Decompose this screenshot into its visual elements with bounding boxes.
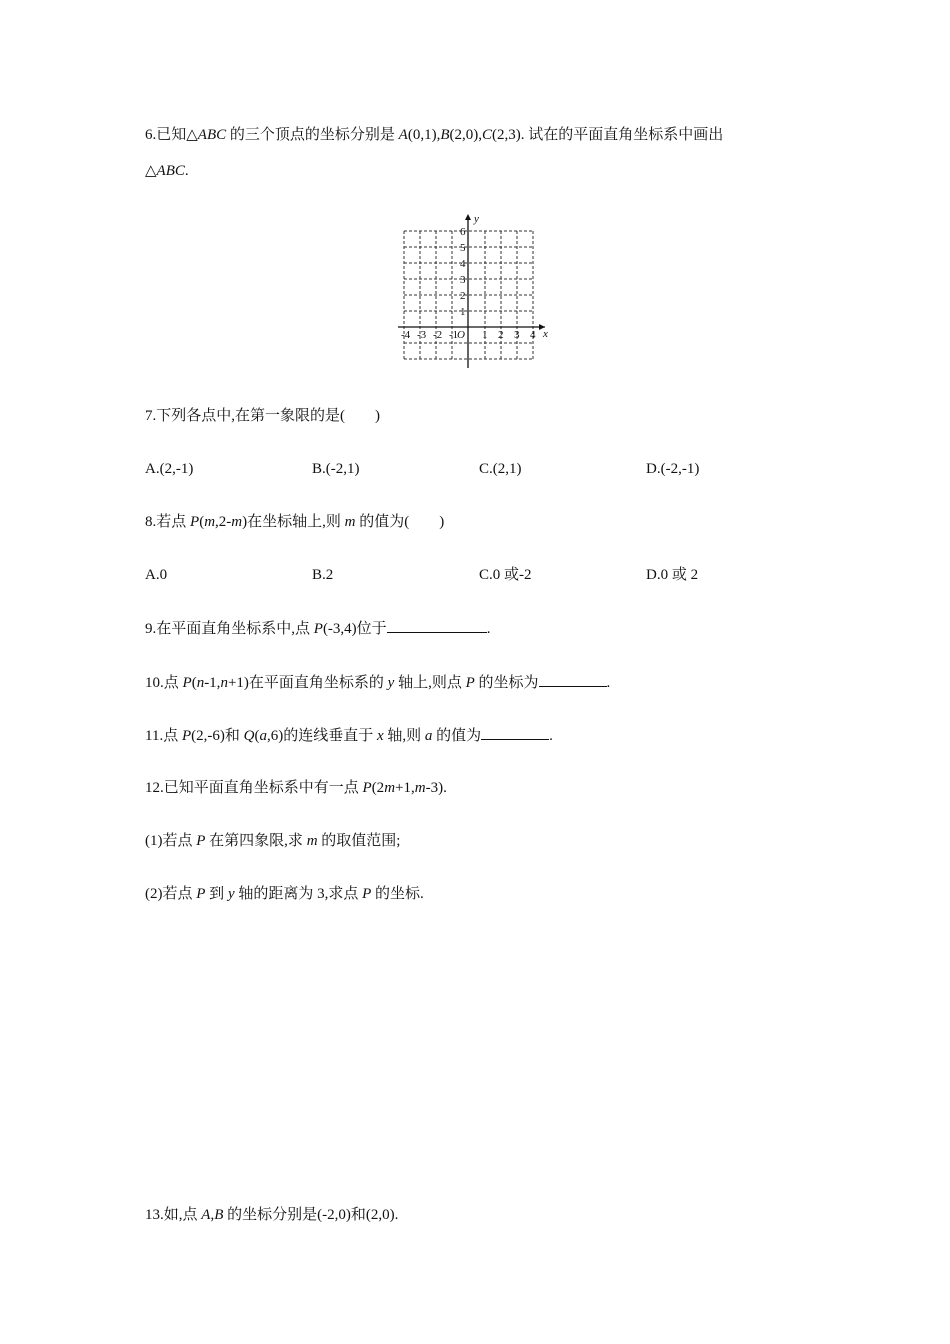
option-a: A.(2,-1) <box>145 461 194 477</box>
y-tick-label: 6 <box>460 226 466 238</box>
question-12-part-2: (2)若点 P 到 y 轴的距离为 3,求点 P 的坐标. <box>145 886 424 902</box>
y-tick-label: 2 <box>460 290 466 302</box>
option-b: B.(-2,1) <box>312 461 360 477</box>
x-tick-label: -2 <box>433 329 443 341</box>
x-tick-label: 3 <box>514 329 520 341</box>
x-tick-label: 2 <box>498 329 504 341</box>
option-a: A.0 <box>145 567 168 583</box>
x-tick-label: 1 <box>482 329 488 341</box>
x-tick-label: -1 <box>449 329 459 341</box>
y-tick-label: 3 <box>460 274 466 286</box>
question-11: 11.点 P(2,-6)和 Q(a,6)的连线垂直于 x 轴,则 a 的值为 . <box>145 725 553 746</box>
question-6: 6.已知△ABC 的三个顶点的坐标分别是 A(0,1),B(2,0),C(2,3). 试在的平面直角坐标系中画出 <box>145 127 724 143</box>
option-c: C.0 或-2 <box>479 567 532 583</box>
coordinate-grid-figure <box>395 210 560 370</box>
question-12: 12.已知平面直角坐标系中有一点 P(2m+1,m-3). <box>145 780 447 796</box>
origin-label: O <box>457 329 465 341</box>
option-d: D.0 或 2 <box>646 567 699 583</box>
y-tick-label: 4 <box>460 258 466 270</box>
answer-blank <box>387 618 487 633</box>
question-10: 10.点 P(n-1,n+1)在平面直角坐标系的 y 轴上,则点 P 的坐标为 . <box>145 672 610 693</box>
answer-blank <box>481 725 549 740</box>
x-axis-label: x <box>543 328 548 340</box>
question-8: 8.若点 P(m,2-m)在坐标轴上,则 m 的值为( ) <box>145 514 445 530</box>
question-7: 7.下列各点中,在第一象限的是( ) <box>145 408 380 424</box>
question-12-part-1: (1)若点 P 在第四象限,求 m 的取值范围; <box>145 833 401 849</box>
question-9: 9.在平面直角坐标系中,点 P(-3,4)位于 . <box>145 618 490 639</box>
y-axis-arrow <box>465 214 471 220</box>
x-tick-label: -4 <box>401 329 411 341</box>
y-tick-label: 5 <box>460 242 466 254</box>
option-b: B.2 <box>312 567 334 583</box>
question-13: 13.如,点 A,B 的坐标分别是(-2,0)和(2,0). <box>145 1207 399 1223</box>
y-tick-label: 1 <box>460 306 466 318</box>
x-tick-label: 4 <box>530 329 536 341</box>
question-6-line-2: △ABC. <box>145 163 189 179</box>
option-c: C.(2,1) <box>479 461 522 477</box>
answer-blank <box>539 672 607 687</box>
option-d: D.(-2,-1) <box>646 461 700 477</box>
y-axis-label: y <box>474 213 479 225</box>
x-tick-label: -3 <box>417 329 427 341</box>
